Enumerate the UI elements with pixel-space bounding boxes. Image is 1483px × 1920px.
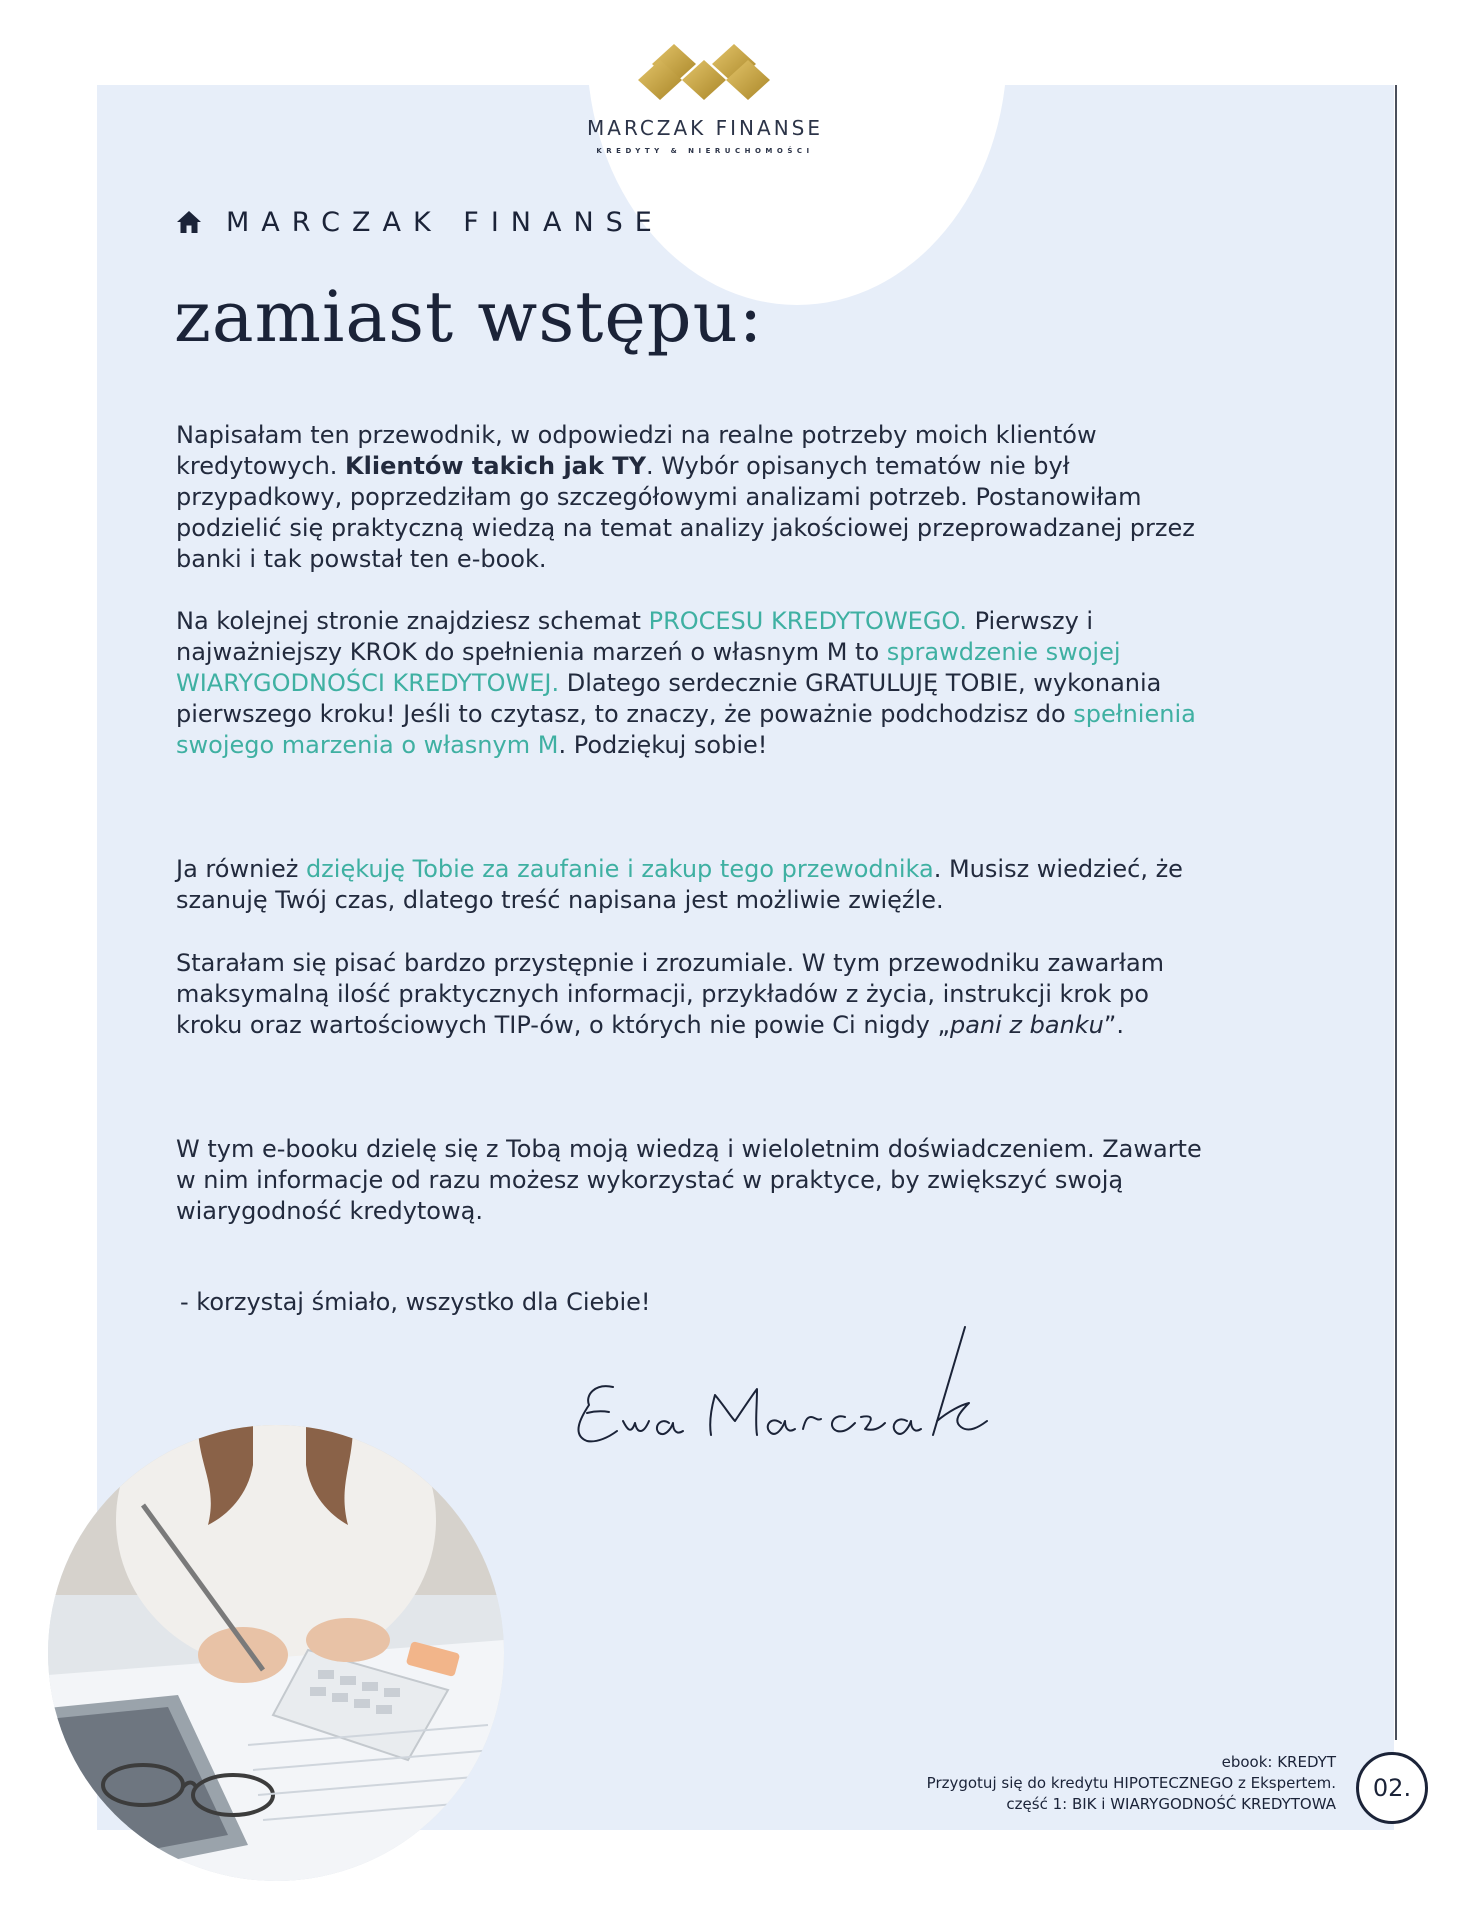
- text-span: ”.: [1103, 1011, 1124, 1039]
- highlight-span: spełnienia swojego marzenia o własnym M: [176, 700, 1196, 759]
- text-span: Pierwszy i najważniejszy KROK do spełnienia marzeń o własnym M to: [176, 607, 1094, 666]
- text-span: Na kolejnej stronie znajdziesz schemat: [176, 607, 649, 635]
- text-span: W tym e-booku dzielę się z Tobą moją wiedzą i wieloletnim doświadczeniem. Zawarte w nim informacje od razu możesz wykorzystać w praktyce, by zwiększyć swoją wiarygodność kredytową.: [176, 1135, 1202, 1225]
- closing-line: - korzystaj śmiało, wszystko dla Ciebie!: [180, 1288, 651, 1316]
- paragraph-4: [176, 948, 1216, 1041]
- footer-info: [927, 1752, 1336, 1815]
- footer-line-part: część 1: BIK i WIARYGODNOŚĆ KREDYTOWA: [1006, 1795, 1336, 1813]
- highlight-span: dziękuję Tobie za zaufanie i zakup tego przewodnika: [305, 855, 934, 883]
- brand-header: [176, 206, 664, 238]
- paragraph-1: [176, 420, 1216, 575]
- italic-span: pani z banku: [949, 1011, 1104, 1039]
- paragraph-2: [176, 606, 1216, 761]
- highlight-span: PROCESU KREDYTOWEGO.: [648, 607, 967, 635]
- photo-illustration: [48, 1425, 504, 1881]
- footer-line-subtitle: Przygotuj się do kredytu HIPOTECZNEGO z Ekspertem.: [926, 1774, 1336, 1792]
- text-span: Starałam się pisać bardzo przystępnie i zrozumiale. W tym przewodniku zawarłam maksymalną ilość praktycznych informacji, przykładów z życia, instrukcji krok po kroku oraz wartościowych TIP-ów, o których nie powie Ci nigdy „: [176, 949, 1165, 1039]
- footer-line-ebook: ebook: KREDYT: [1221, 1753, 1336, 1771]
- text-span: Ja również: [176, 855, 306, 883]
- brand-text: MARCZAK FINANSE: [226, 206, 664, 238]
- page-number: 02.: [1356, 1752, 1428, 1824]
- text-span: Dlatego serdecznie GRATULUJĘ TOBIE, wykonania pierwszego kroku! Jeśli to czytasz, to znaczy, że poważnie podchodzisz do: [176, 669, 1162, 728]
- page-title: zamiast wstępu:: [174, 276, 764, 358]
- logo-diamonds-icon: [638, 42, 770, 102]
- home-icon: [176, 209, 202, 235]
- handwritten-signature: [565, 1325, 1005, 1450]
- paragraph-5: [176, 1134, 1216, 1227]
- photo-person-calculating: [48, 1425, 504, 1881]
- text-span: . Musisz wiedzieć, że szanuję Twój czas, dlatego treść napisana jest możliwie zwięźle.: [176, 855, 1183, 914]
- logo-name: MARCZAK FINANSE: [587, 116, 823, 140]
- text-span: . Wybór opisanych tematów nie był przypadkowy, poprzedziłam go szczegółowymi analizami potrzeb. Postanowiłam podzielić się praktyczną wiedzą na temat analizy jakościowej przeprowadzanej przez banki i tak powstał ten e-book.: [176, 452, 1195, 573]
- highlight-span: sprawdzenie swojej WIARYGODNOŚCI KREDYTOWEJ.: [176, 638, 1121, 697]
- bold-span: Klientów takich jak TY: [345, 452, 646, 480]
- paragraph-3: [176, 854, 1216, 916]
- vertical-divider: [1395, 85, 1397, 1740]
- text-span: . Podziękuj sobie!: [558, 731, 768, 759]
- text-span: Napisałam ten przewodnik, w odpowiedzi na realne potrzeby moich klientów kredytowych.: [176, 421, 1097, 480]
- logo-tagline: KREDYTY & NIERUCHOMOŚCI: [596, 147, 814, 155]
